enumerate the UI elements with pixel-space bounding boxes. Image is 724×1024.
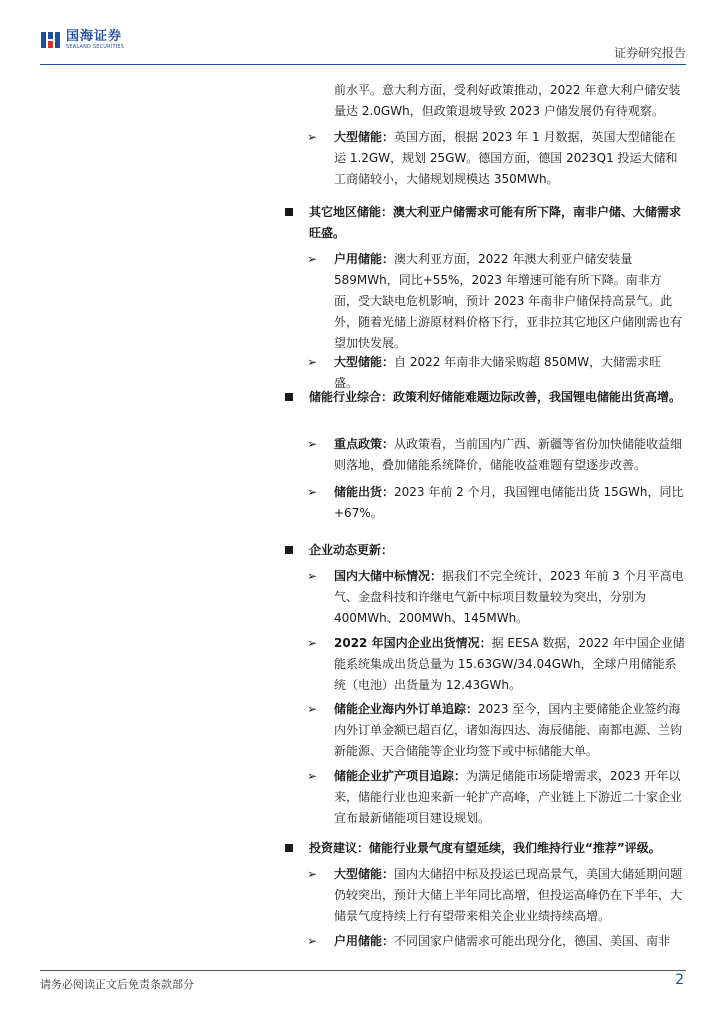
bullet-label: 国内大储中标情况： (334, 569, 443, 583)
logo-chinese-name: 国海证券 (66, 29, 123, 44)
section-industry-overview (285, 387, 685, 408)
bullet-label: 储能企业海内外订单追踪： (334, 702, 479, 716)
bullet-label: 大型储能： (334, 130, 395, 144)
arrow-bullet-icon: ➢ (307, 867, 318, 881)
bullet-key-policy (307, 434, 685, 476)
square-bullet-icon (285, 208, 293, 216)
bullet-text: 自 2022 年南非大储采购超 850MW，大储需求旺盛。 (334, 355, 662, 390)
logo-english-name: SEALAND SECURITIES (66, 44, 125, 50)
page-header (40, 22, 686, 62)
bullet-text: 为满足储能市场陡增需求，2023 开年以来，储能行业也迎来新一轮扩产高峰，产业链上下游近二十家企业宣布最新储能项目建设规划。 (334, 769, 683, 825)
bullet-text: 2023 年前 2 个月，我国锂电储能出货 15GWh，同比+67%。 (334, 485, 684, 520)
bullet-label: 重点政策： (334, 437, 395, 451)
section-heading: 其它地区储能：澳大利亚户储需求可能有所下降，南非户储、大储需求旺盛。 (309, 205, 682, 240)
arrow-bullet-icon: ➢ (307, 437, 318, 451)
section-company-updates (285, 540, 685, 561)
footer-disclaimer: 请务必阅读正文后免责条款部分 (40, 978, 194, 991)
bullet-text: 2023 至今，国内主要储能企业签约海内外订单金额已超百亿，诸如海四达、海辰储能、南都电源、兰钧新能源、天合储能等企业均签下或中标储能大单。 (334, 702, 683, 758)
bullet-text: 国内大储招中标及投运已现高景气，美国大储延期问题仍较突出，预计大储上半年同比高增，但投运高峰仍在下半年，大储景气度持续上行有望带来相关企业业绩持续高增。 (334, 867, 683, 923)
section-heading: 投资建议：储能行业景气度有望延续，我们维持行业“推荐”评级。 (309, 841, 661, 855)
bullet-household-storage-outlook (307, 931, 685, 952)
bullet-text: 澳大利亚方面，2022 年澳大利亚户储安装量 589MWh，同比+55%，2023 年增速可能有所下降。南非方面，受大缺电危机影响，预计 2023 年南非户储保持高景气。此外，随着光储上游原材料价格下行，亚非拉其它地区户储刚需也有望加快发展。 (334, 252, 683, 350)
bullet-domestic-bids (307, 566, 685, 629)
square-bullet-icon (285, 393, 293, 401)
bullet-household-storage-other (307, 249, 685, 354)
bullet-text: 不同国家户储需求可能出现分化，德国、美国、南非 (394, 934, 671, 948)
bullet-label: 2022 年国内企业出货情况： (334, 636, 492, 650)
bullet-label: 户用储能： (334, 252, 395, 266)
paragraph-text: 前水平。意大利方面，受利好政策推动，2022 年意大利户储安装量达 2.0GWh，但政策退坡导致 2023 户储发展仍有待观察。 (334, 83, 681, 118)
paragraph-italy-household (307, 80, 685, 122)
arrow-bullet-icon: ➢ (307, 569, 318, 583)
section-heading: 企业动态更新： (309, 543, 394, 557)
bullet-expansion-tracking (307, 766, 685, 829)
bullet-text: 据 EESA 数据，2022 年中国企业储能系统集成出货总量为 15.63GW/34.04GWh，全球户用储能系统（电池）出货量为 12.43GWh。 (334, 636, 685, 692)
bullet-label: 户用储能： (334, 934, 395, 948)
header-divider (40, 64, 686, 65)
section-other-regions (285, 202, 685, 244)
bullet-storage-shipments (307, 482, 685, 524)
bullet-label: 储能企业扩产项目追踪： (334, 769, 467, 783)
bullet-text: 从政策看，当前国内广西、新疆等省份加快储能收益细则落地，叠加储能系统降价，储能收益难题有望逐步改善。 (334, 437, 683, 472)
arrow-bullet-icon: ➢ (307, 355, 318, 369)
arrow-bullet-icon: ➢ (307, 769, 318, 783)
square-bullet-icon (285, 844, 293, 852)
company-logo (40, 30, 124, 50)
page-number: 2 (675, 972, 684, 988)
section-investment-advice (285, 838, 685, 859)
sealand-logo-icon (40, 30, 62, 50)
bullet-large-storage-outlook (307, 864, 685, 927)
bullet-text: 据我们不完全统计，2023 年前 3 个月平高电气、金盘科技和许继电气新中标项目数量较为突出，分别为 400MWh、200MWh、145MWh。 (334, 569, 684, 625)
report-type-label: 证券研究报告 (613, 46, 686, 60)
arrow-bullet-icon: ➢ (307, 636, 318, 650)
arrow-bullet-icon: ➢ (307, 485, 318, 499)
arrow-bullet-icon: ➢ (307, 252, 318, 266)
bullet-large-storage-europe (307, 127, 685, 190)
bullet-text: 英国方面，根据 2023 年 1 月数据，英国大型储能在运 1.2GW，规划 25GW。德国方面，德国 2023Q1 投运大储和工商储较小，大储规划规模达 350MWh。 (334, 130, 678, 186)
section-heading: 储能行业综合：政策利好储能难题边际改善，我国锂电储能出货高增。 (309, 390, 682, 404)
arrow-bullet-icon: ➢ (307, 702, 318, 716)
square-bullet-icon (285, 546, 293, 554)
footer-divider (40, 970, 686, 971)
bullet-label: 储能出货： (334, 485, 395, 499)
bullet-2022-shipments (307, 633, 685, 696)
bullet-label: 大型储能： (334, 867, 395, 881)
arrow-bullet-icon: ➢ (307, 934, 318, 948)
arrow-bullet-icon: ➢ (307, 130, 318, 144)
bullet-label: 大型储能： (334, 355, 395, 369)
bullet-order-tracking (307, 699, 685, 762)
